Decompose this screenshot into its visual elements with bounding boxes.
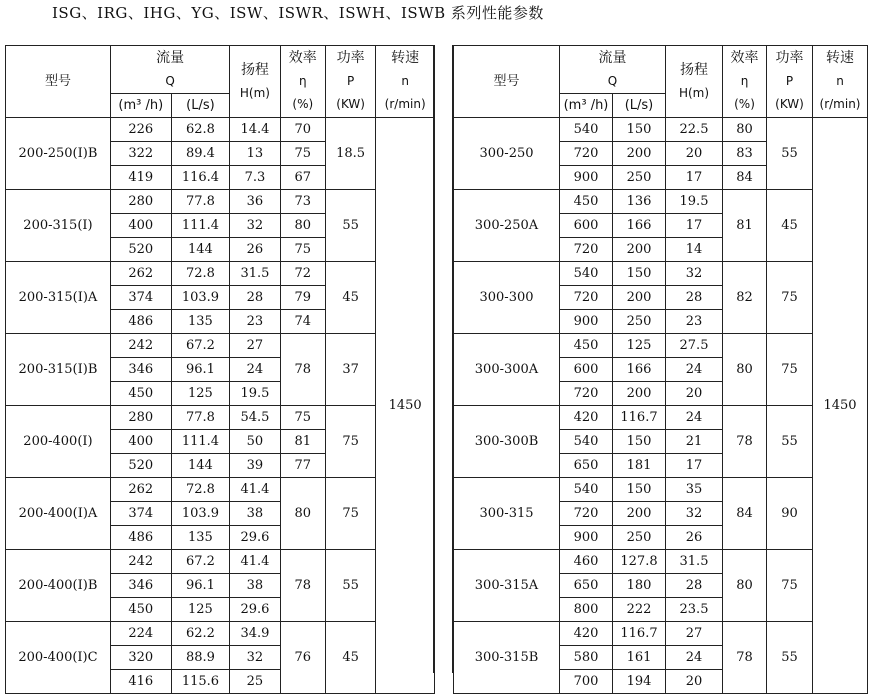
flow-m3-cell: 900 <box>560 166 613 190</box>
flow-m3-cell: 540 <box>560 118 613 142</box>
model-cell: 300-300B <box>454 406 560 478</box>
head-cell: 20 <box>666 382 723 406</box>
eff-label: 效率 <box>288 50 317 66</box>
efficiency-cell: 84 <box>723 166 767 190</box>
flow-m3-cell: 374 <box>110 286 171 310</box>
efficiency-cell: 67 <box>280 166 325 190</box>
flow-ls-cell: 103.9 <box>171 502 230 526</box>
flow-m3-cell: 720 <box>560 142 613 166</box>
table-separator <box>433 45 453 673</box>
head-cell: 17 <box>666 214 723 238</box>
flow-ls-cell: 116.7 <box>613 622 666 646</box>
power-cell: 45 <box>325 622 375 694</box>
efficiency-cell: 78 <box>723 406 767 478</box>
flow-m3-cell: 720 <box>560 286 613 310</box>
head-cell: 27 <box>666 622 723 646</box>
speed-cell: 1450 <box>813 118 868 694</box>
flow-ls-cell: 125 <box>613 334 666 358</box>
head-label: 扬程 <box>680 61 708 78</box>
efficiency-cell: 75 <box>280 406 325 430</box>
efficiency-cell: 78 <box>723 622 767 694</box>
head-cell: 38 <box>230 574 280 598</box>
power-header <box>325 46 375 118</box>
flow-ls-cell: 144 <box>171 238 230 262</box>
flow-m3-cell: 800 <box>560 598 613 622</box>
head-cell: 26 <box>666 526 723 550</box>
flow-unit-m3: (m³ /h) <box>560 94 613 118</box>
table-row <box>454 550 868 574</box>
flow-ls-cell: 136 <box>613 190 666 214</box>
power-symbol: P <box>346 74 355 88</box>
flow-m3-cell: 650 <box>560 454 613 478</box>
power-cell: 75 <box>325 478 375 550</box>
head-cell: 32 <box>230 646 280 670</box>
speed-symbol: n <box>836 74 844 88</box>
flow-ls-cell: 62.8 <box>171 118 230 142</box>
table-row <box>454 334 868 358</box>
flow-ls-cell: 250 <box>613 166 666 190</box>
flow-ls-cell: 67.2 <box>171 334 230 358</box>
flow-m3-cell: 320 <box>110 646 171 670</box>
flow-ls-cell: 200 <box>613 142 666 166</box>
head-cell: 24 <box>666 358 723 382</box>
efficiency-cell: 79 <box>280 286 325 310</box>
head-cell: 20 <box>666 142 723 166</box>
page-title: ISG、IRG、IHG、YG、ISW、ISWR、ISWH、ISWB 系列性能参数 <box>52 4 544 22</box>
head-cell: 26 <box>230 238 280 262</box>
efficiency-cell: 74 <box>280 310 325 334</box>
efficiency-cell: 81 <box>280 430 325 454</box>
head-cell: 20 <box>666 670 723 694</box>
flow-m3-cell: 540 <box>560 478 613 502</box>
table-row <box>6 550 435 574</box>
head-cell: 25 <box>230 670 280 694</box>
head-unit: H(m) <box>678 85 710 100</box>
flow-ls-cell: 150 <box>613 430 666 454</box>
flow-m3-cell: 242 <box>110 550 171 574</box>
flow-ls-cell: 135 <box>171 526 230 550</box>
head-cell: 31.5 <box>230 262 280 286</box>
flow-m3-cell: 520 <box>110 454 171 478</box>
model-cell: 300-315 <box>454 478 560 550</box>
flow-m3-cell: 242 <box>110 334 171 358</box>
flow-ls-cell: 194 <box>613 670 666 694</box>
head-cell: 41.4 <box>230 478 280 502</box>
head-cell: 22.5 <box>666 118 723 142</box>
flow-symbol: Q <box>607 73 618 88</box>
head-cell: 27 <box>230 334 280 358</box>
efficiency-cell: 78 <box>280 550 325 622</box>
power-cell: 55 <box>767 118 813 190</box>
table-row <box>454 622 868 646</box>
head-cell: 28 <box>666 574 723 598</box>
flow-header <box>560 46 666 94</box>
flow-unit-m3: (m³ /h) <box>110 94 171 118</box>
flow-ls-cell: 88.9 <box>171 646 230 670</box>
flow-m3-cell: 262 <box>110 478 171 502</box>
table-row <box>6 622 435 646</box>
head-cell: 27.5 <box>666 334 723 358</box>
power-cell: 55 <box>325 550 375 622</box>
flow-m3-cell: 346 <box>110 358 171 382</box>
speed-symbol: n <box>401 74 409 88</box>
head-cell: 24 <box>230 358 280 382</box>
flow-m3-cell: 650 <box>560 574 613 598</box>
flow-ls-cell: 125 <box>171 598 230 622</box>
table-row <box>454 406 868 430</box>
flow-header <box>110 46 229 94</box>
flow-ls-cell: 166 <box>613 358 666 382</box>
head-cell: 31.5 <box>666 550 723 574</box>
efficiency-cell: 73 <box>280 190 325 214</box>
head-cell: 14.4 <box>230 118 280 142</box>
head-cell: 32 <box>230 214 280 238</box>
speed-label: 转速 <box>826 50 854 66</box>
flow-ls-cell: 150 <box>613 262 666 286</box>
efficiency-cell: 70 <box>280 118 325 142</box>
head-cell: 19.5 <box>666 190 723 214</box>
head-cell: 54.5 <box>230 406 280 430</box>
flow-label: 流量 <box>156 49 185 66</box>
eff-unit: (%) <box>734 97 755 111</box>
head-header <box>666 46 723 118</box>
flow-unit-ls: (L/s) <box>171 94 230 118</box>
speed-header <box>376 46 435 118</box>
flow-label: 流量 <box>598 49 627 66</box>
header-row <box>454 46 868 94</box>
model-header: 型号 <box>6 46 111 118</box>
table-row <box>6 334 435 358</box>
efficiency-cell: 75 <box>280 238 325 262</box>
flow-ls-cell: 200 <box>613 286 666 310</box>
head-cell: 29.6 <box>230 598 280 622</box>
table-row <box>454 190 868 214</box>
speed-cell: 1450 <box>376 118 435 694</box>
flow-m3-cell: 419 <box>110 166 171 190</box>
flow-m3-cell: 346 <box>110 574 171 598</box>
flow-m3-cell: 374 <box>110 502 171 526</box>
head-cell: 39 <box>230 454 280 478</box>
flow-m3-cell: 540 <box>560 262 613 286</box>
flow-ls-cell: 127.8 <box>613 550 666 574</box>
power-cell: 75 <box>767 550 813 622</box>
table-row <box>454 478 868 502</box>
flow-m3-cell: 600 <box>560 358 613 382</box>
flow-ls-cell: 111.4 <box>171 214 230 238</box>
head-cell: 17 <box>666 166 723 190</box>
power-cell: 45 <box>325 262 375 334</box>
flow-ls-cell: 125 <box>171 382 230 406</box>
head-cell: 19.5 <box>230 382 280 406</box>
efficiency-cell: 83 <box>723 142 767 166</box>
table-row <box>6 406 435 430</box>
head-cell: 21 <box>666 430 723 454</box>
head-unit: H(m) <box>239 85 270 100</box>
power-cell: 37 <box>325 334 375 406</box>
flow-m3-cell: 520 <box>110 238 171 262</box>
flow-ls-cell: 144 <box>171 454 230 478</box>
head-cell: 34.9 <box>230 622 280 646</box>
flow-m3-cell: 226 <box>110 118 171 142</box>
table-row <box>6 118 435 142</box>
flow-m3-cell: 450 <box>110 382 171 406</box>
speed-header <box>813 46 868 118</box>
eff-header <box>280 46 325 118</box>
power-header <box>767 46 813 118</box>
head-cell: 28 <box>666 286 723 310</box>
head-cell: 23 <box>666 310 723 334</box>
flow-m3-cell: 420 <box>560 622 613 646</box>
flow-m3-cell: 416 <box>110 670 171 694</box>
flow-ls-cell: 77.8 <box>171 190 230 214</box>
power-symbol: P <box>785 74 794 88</box>
head-header <box>230 46 280 118</box>
flow-m3-cell: 720 <box>560 238 613 262</box>
flow-ls-cell: 96.1 <box>171 358 230 382</box>
flow-m3-cell: 900 <box>560 526 613 550</box>
flow-ls-cell: 115.6 <box>171 670 230 694</box>
flow-m3-cell: 400 <box>110 430 171 454</box>
head-cell: 23 <box>230 310 280 334</box>
flow-ls-cell: 250 <box>613 526 666 550</box>
eff-header <box>723 46 767 118</box>
model-header: 型号 <box>454 46 560 118</box>
head-cell: 7.3 <box>230 166 280 190</box>
power-cell: 75 <box>767 262 813 334</box>
flow-ls-cell: 166 <box>613 214 666 238</box>
eff-symbol: η <box>298 74 307 88</box>
power-label: 功率 <box>775 50 804 66</box>
head-cell: 23.5 <box>666 598 723 622</box>
flow-symbol: Q <box>165 73 175 88</box>
power-label: 功率 <box>336 50 365 66</box>
performance-table-right <box>453 45 868 694</box>
flow-ls-cell: 111.4 <box>171 430 230 454</box>
head-cell: 41.4 <box>230 550 280 574</box>
power-cell: 55 <box>325 190 375 262</box>
model-cell: 200-315(I) <box>6 190 111 262</box>
flow-m3-cell: 450 <box>110 598 171 622</box>
flow-ls-cell: 250 <box>613 310 666 334</box>
model-cell: 300-300 <box>454 262 560 334</box>
speed-unit: (r/min) <box>819 97 861 111</box>
head-cell: 50 <box>230 430 280 454</box>
head-cell: 32 <box>666 262 723 286</box>
flow-m3-cell: 540 <box>560 430 613 454</box>
eff-unit: (%) <box>292 97 314 111</box>
flow-m3-cell: 450 <box>560 190 613 214</box>
flow-ls-cell: 96.1 <box>171 574 230 598</box>
flow-m3-cell: 720 <box>560 502 613 526</box>
model-cell: 200-400(I)B <box>6 550 111 622</box>
efficiency-cell: 82 <box>723 262 767 334</box>
flow-m3-cell: 400 <box>110 214 171 238</box>
flow-ls-cell: 200 <box>613 238 666 262</box>
table-row <box>454 118 868 142</box>
flow-unit-ls: (L/s) <box>613 94 666 118</box>
model-cell: 300-315B <box>454 622 560 694</box>
efficiency-cell: 72 <box>280 262 325 286</box>
flow-m3-cell: 580 <box>560 646 613 670</box>
power-cell: 75 <box>325 406 375 478</box>
flow-ls-cell: 62.2 <box>171 622 230 646</box>
flow-ls-cell: 116.7 <box>613 406 666 430</box>
flow-ls-cell: 180 <box>613 574 666 598</box>
flow-m3-cell: 420 <box>560 406 613 430</box>
flow-ls-cell: 161 <box>613 646 666 670</box>
performance-table-left <box>5 45 435 694</box>
efficiency-cell: 77 <box>280 454 325 478</box>
flow-ls-cell: 103.9 <box>171 286 230 310</box>
efficiency-cell: 80 <box>723 118 767 142</box>
table-row <box>6 262 435 286</box>
efficiency-cell: 80 <box>723 334 767 406</box>
table-row <box>6 478 435 502</box>
table-row <box>6 190 435 214</box>
head-cell: 24 <box>666 646 723 670</box>
flow-ls-cell: 89.4 <box>171 142 230 166</box>
power-cell: 45 <box>767 190 813 262</box>
flow-m3-cell: 460 <box>560 550 613 574</box>
model-cell: 200-400(I)A <box>6 478 111 550</box>
flow-m3-cell: 720 <box>560 382 613 406</box>
eff-label: 效率 <box>730 50 759 66</box>
power-cell: 90 <box>767 478 813 550</box>
head-cell: 14 <box>666 238 723 262</box>
flow-ls-cell: 150 <box>613 478 666 502</box>
power-cell: 55 <box>767 622 813 694</box>
flow-ls-cell: 67.2 <box>171 550 230 574</box>
model-cell: 200-250(I)B <box>6 118 111 190</box>
efficiency-cell: 80 <box>280 478 325 550</box>
head-cell: 36 <box>230 190 280 214</box>
flow-m3-cell: 224 <box>110 622 171 646</box>
power-unit: (KW) <box>775 97 804 111</box>
flow-m3-cell: 262 <box>110 262 171 286</box>
head-cell: 35 <box>666 478 723 502</box>
flow-m3-cell: 486 <box>110 526 171 550</box>
head-cell: 13 <box>230 142 280 166</box>
model-cell: 300-300A <box>454 334 560 406</box>
efficiency-cell: 80 <box>723 550 767 622</box>
flow-m3-cell: 700 <box>560 670 613 694</box>
efficiency-cell: 75 <box>280 142 325 166</box>
flow-m3-cell: 280 <box>110 406 171 430</box>
speed-label: 转速 <box>391 50 420 66</box>
flow-ls-cell: 116.4 <box>171 166 230 190</box>
header-row <box>6 46 435 94</box>
head-cell: 24 <box>666 406 723 430</box>
flow-ls-cell: 181 <box>613 454 666 478</box>
model-cell: 200-315(I)B <box>6 334 111 406</box>
flow-m3-cell: 900 <box>560 310 613 334</box>
model-cell: 300-250 <box>454 118 560 190</box>
head-cell: 28 <box>230 286 280 310</box>
flow-m3-cell: 486 <box>110 310 171 334</box>
model-cell: 300-250A <box>454 190 560 262</box>
flow-ls-cell: 135 <box>171 310 230 334</box>
flow-ls-cell: 200 <box>613 502 666 526</box>
power-unit: (KW) <box>336 97 365 111</box>
power-cell: 75 <box>767 334 813 406</box>
flow-ls-cell: 72.8 <box>171 262 230 286</box>
power-cell: 18.5 <box>325 118 375 190</box>
model-cell: 200-315(I)A <box>6 262 111 334</box>
flow-ls-cell: 200 <box>613 382 666 406</box>
model-cell: 200-400(I) <box>6 406 111 478</box>
efficiency-cell: 76 <box>280 622 325 694</box>
efficiency-cell: 80 <box>280 214 325 238</box>
table-row <box>454 262 868 286</box>
flow-m3-cell: 322 <box>110 142 171 166</box>
flow-m3-cell: 600 <box>560 214 613 238</box>
head-cell: 32 <box>666 502 723 526</box>
model-cell: 200-400(I)C <box>6 622 111 694</box>
head-cell: 29.6 <box>230 526 280 550</box>
head-label: 扬程 <box>240 61 269 78</box>
flow-ls-cell: 222 <box>613 598 666 622</box>
flow-m3-cell: 280 <box>110 190 171 214</box>
efficiency-cell: 84 <box>723 478 767 550</box>
eff-symbol: η <box>740 74 749 88</box>
flow-m3-cell: 450 <box>560 334 613 358</box>
flow-ls-cell: 77.8 <box>171 406 230 430</box>
efficiency-cell: 81 <box>723 190 767 262</box>
speed-unit: (r/min) <box>384 97 426 111</box>
model-cell: 300-315A <box>454 550 560 622</box>
head-cell: 17 <box>666 454 723 478</box>
efficiency-cell: 78 <box>280 334 325 406</box>
head-cell: 38 <box>230 502 280 526</box>
power-cell: 55 <box>767 406 813 478</box>
flow-ls-cell: 150 <box>613 118 666 142</box>
flow-ls-cell: 72.8 <box>171 478 230 502</box>
